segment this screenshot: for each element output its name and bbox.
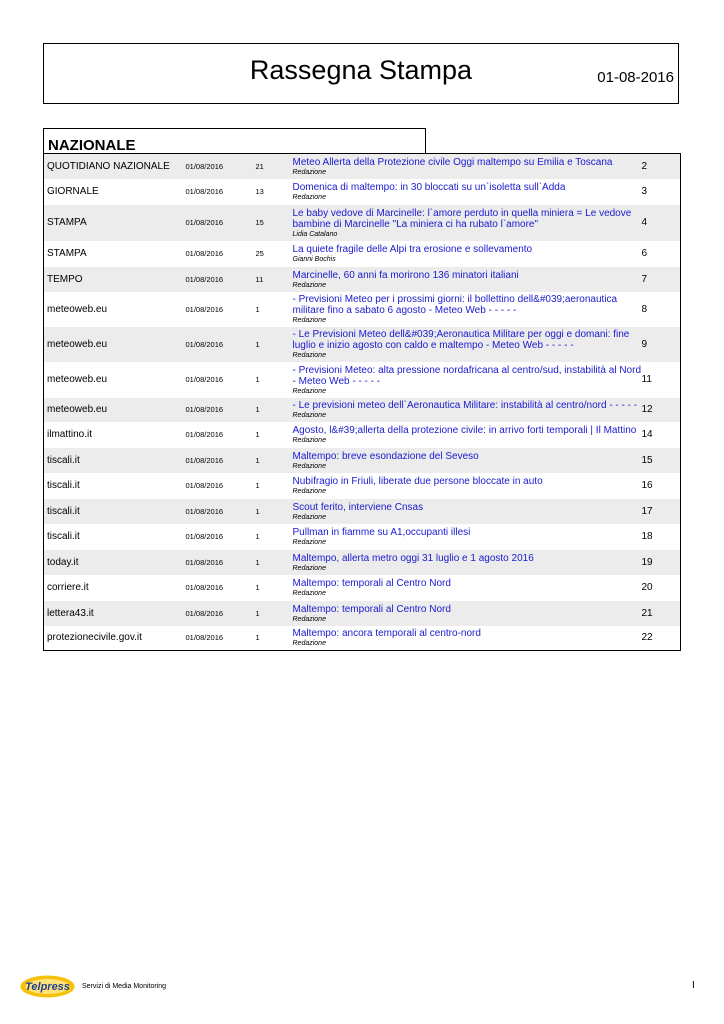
page-cell: 1 xyxy=(255,633,260,643)
article-number-cell: 20 xyxy=(641,582,653,593)
article-author: Redazione xyxy=(292,352,326,359)
article-cell xyxy=(293,327,642,362)
article-title-link[interactable]: Agosto, l&#39;allerta della protezione civile: in arrivo forti temporali | Il Mattino xyxy=(292,425,637,436)
article-number-cell: 6 xyxy=(641,248,648,259)
article-author: Redazione xyxy=(292,281,326,289)
table-row xyxy=(44,179,681,205)
article-number-cell: 19 xyxy=(642,550,681,575)
article-number-cell: 11 xyxy=(641,374,652,385)
article-cell xyxy=(293,205,642,241)
table-row xyxy=(44,499,681,524)
source-cell: corriere.it xyxy=(47,582,89,593)
article-cell xyxy=(293,422,642,448)
article-author: Redazione xyxy=(292,539,326,546)
date-cell: 01/08/2016 xyxy=(186,499,256,524)
article-cell xyxy=(293,179,642,205)
article-author: Redazione xyxy=(292,194,326,201)
source-cell: protezionecivile.gov.it xyxy=(47,632,142,644)
source-cell: meteoweb.eu xyxy=(44,327,186,362)
article-cell xyxy=(293,626,642,651)
table-row xyxy=(44,398,681,422)
table-row xyxy=(44,327,681,362)
table-row xyxy=(44,292,681,327)
article-number-cell: 18 xyxy=(641,531,653,542)
date-cell: 01/08/2016 xyxy=(185,375,224,384)
table-row xyxy=(44,422,681,448)
article-author: Redazione xyxy=(292,437,326,444)
report-date: 01-08-2016 xyxy=(597,69,674,86)
date-cell: 01/08/2016 xyxy=(185,633,224,643)
page-marker: I xyxy=(692,980,695,991)
source-cell: TEMPO xyxy=(44,267,186,292)
date-cell: 01/08/2016 xyxy=(186,267,256,292)
article-author: Redazione xyxy=(292,590,326,597)
source-cell: GIORNALE xyxy=(47,186,99,197)
source-cell: meteoweb.eu xyxy=(47,374,108,385)
article-title-link[interactable]: Pullman in fiamme su A1,occupanti illesi xyxy=(292,527,471,538)
table-row xyxy=(44,473,681,499)
article-number-cell: 9 xyxy=(642,327,681,362)
source-cell: meteoweb.eu xyxy=(44,398,186,422)
article-cell xyxy=(293,448,642,473)
page-cell: 1 xyxy=(256,398,293,422)
article-author: Redazione xyxy=(292,640,326,648)
telpress-logo-text: Telpress xyxy=(25,981,70,993)
source-cell: ilmattino.it xyxy=(47,429,93,440)
article-cell xyxy=(293,499,642,524)
date-cell: 01/08/2016 xyxy=(186,327,256,362)
article-number-cell: 16 xyxy=(641,480,653,491)
article-title-link[interactable]: Le baby vedove di Marcinelle: l`amore perduto in quella miniera = Le vedove bambine di Marcinelle "La miniera ci ha rubato l`amore" xyxy=(292,207,632,230)
page-cell: 15 xyxy=(256,205,293,241)
article-cell xyxy=(293,154,642,179)
article-number-cell: 17 xyxy=(642,499,681,524)
page-cell: 1 xyxy=(256,448,293,473)
article-author: Redazione xyxy=(292,168,326,176)
article-number-cell: 15 xyxy=(642,448,681,473)
page-cell: 1 xyxy=(255,430,260,439)
table-row xyxy=(44,448,681,473)
article-author: Redazione xyxy=(292,387,326,395)
table-row xyxy=(44,601,681,626)
article-number-cell: 8 xyxy=(641,303,648,315)
telpress-logo xyxy=(20,975,75,998)
article-number-cell: 2 xyxy=(642,154,681,179)
page-cell: 1 xyxy=(255,583,260,592)
date-cell: 01/08/2016 xyxy=(186,205,256,241)
article-title-link[interactable]: - Le Previsioni Meteo dell&#039;Aeronautica Militare per oggi e domani: fine luglio e inizio agosto con caldo e maltempo - Meteo Web - - - - - xyxy=(292,329,630,351)
article-author: Redazione xyxy=(292,615,326,623)
table-row xyxy=(44,550,681,575)
article-number-cell: 21 xyxy=(642,601,681,626)
article-cell xyxy=(293,473,642,499)
date-cell: 01/08/2016 xyxy=(186,398,256,422)
article-title-link[interactable]: - Previsioni Meteo per i prossimi giorni: il bollettino dell&#039;aeronautica militare fino a sabato 6 agosto - Meteo Web - - - - - xyxy=(292,294,618,316)
article-number-cell: 7 xyxy=(642,267,681,292)
article-number-cell: 4 xyxy=(642,205,681,241)
article-cell xyxy=(293,601,642,626)
date-cell: 01/08/2016 xyxy=(186,601,256,626)
table-row xyxy=(44,267,681,292)
article-author: Redazione xyxy=(292,564,326,572)
source-cell: STAMPA xyxy=(44,205,186,241)
article-title-link[interactable]: Maltempo: temporali al Centro Nord xyxy=(292,603,451,615)
source-cell: QUOTIDIANO NAZIONALE xyxy=(44,154,186,179)
article-title-link[interactable]: Maltempo: breve esondazione del Seveso xyxy=(292,450,479,462)
article-title-link[interactable]: Domenica di maltempo: in 30 bloccati su un`isoletta sull`Adda xyxy=(292,182,566,193)
article-cell xyxy=(293,575,642,601)
table-row xyxy=(44,626,681,651)
source-cell: tiscali.it xyxy=(47,531,80,542)
table-row xyxy=(44,205,681,241)
page-cell: 1 xyxy=(256,499,293,524)
article-author: Redazione xyxy=(292,462,326,470)
page-cell: 1 xyxy=(255,375,260,384)
source-cell: STAMPA xyxy=(47,248,87,259)
article-title-link[interactable]: Marcinelle, 60 anni fa morirono 136 minatori italiani xyxy=(292,269,519,281)
report-title: Rassegna Stampa xyxy=(249,55,473,85)
page-cell: 1 xyxy=(255,532,260,541)
table-row xyxy=(44,154,681,179)
date-cell: 01/08/2016 xyxy=(185,481,224,490)
article-author: Redazione xyxy=(292,513,326,521)
article-cell xyxy=(293,398,642,422)
article-author: Redazione xyxy=(292,317,326,324)
table-row xyxy=(44,575,681,601)
source-cell: lettera43.it xyxy=(44,601,186,626)
date-cell: 01/08/2016 xyxy=(186,154,256,179)
article-cell xyxy=(293,292,642,327)
article-cell xyxy=(293,524,642,550)
table-row xyxy=(44,524,681,550)
page-cell: 13 xyxy=(255,187,264,196)
report-header xyxy=(43,43,679,104)
article-table xyxy=(43,153,681,651)
page-cell: 21 xyxy=(256,154,293,179)
date-cell: 01/08/2016 xyxy=(185,430,224,439)
page-cell: 1 xyxy=(256,327,293,362)
article-cell xyxy=(293,550,642,575)
date-cell: 01/08/2016 xyxy=(185,249,224,258)
article-title-link[interactable]: Maltempo, allerta metro oggi 31 luglio e 1 agosto 2016 xyxy=(292,552,534,564)
article-cell xyxy=(293,267,642,292)
source-cell: meteoweb.eu xyxy=(47,303,108,315)
page-cell: 1 xyxy=(256,550,293,575)
source-cell: tiscali.it xyxy=(44,448,186,473)
page-cell: 1 xyxy=(255,481,260,490)
table-row xyxy=(44,241,681,267)
article-title-link[interactable]: Meteo Allerta della Protezione civile Oggi maltempo su Emilia e Toscana xyxy=(292,156,613,168)
article-author: Redazione xyxy=(292,488,326,495)
section-label: NAZIONALE xyxy=(48,137,136,154)
date-cell: 01/08/2016 xyxy=(185,583,224,592)
source-cell: tiscali.it xyxy=(47,480,80,491)
source-cell: tiscali.it xyxy=(44,499,186,524)
source-cell: today.it xyxy=(44,550,186,575)
page-cell: 25 xyxy=(255,249,264,258)
page-cell: 1 xyxy=(256,601,293,626)
article-title-link[interactable]: - Previsioni Meteo: alta pressione nordafricana al centro/sud, instabilità al Nord - Meteo Web - - - - - xyxy=(292,364,642,387)
footer-tagline: Servizi di Media Monitoring xyxy=(82,983,167,990)
page-cell: 11 xyxy=(256,267,293,292)
article-author: Gianni Bochis xyxy=(292,256,336,263)
article-cell xyxy=(293,362,642,398)
article-title-link[interactable]: La quiete fragile delle Alpi tra erosione e sollevamento xyxy=(292,244,533,255)
article-author: Redazione xyxy=(292,412,326,419)
date-cell: 01/08/2016 xyxy=(185,304,224,314)
section-header xyxy=(43,128,426,154)
date-cell: 01/08/2016 xyxy=(186,550,256,575)
article-title-link[interactable]: Scout ferito, interviene Cnsas xyxy=(292,501,424,513)
page-cell: 1 xyxy=(255,304,260,314)
date-cell: 01/08/2016 xyxy=(186,448,256,473)
article-number-cell: 12 xyxy=(642,398,681,422)
article-cell xyxy=(293,241,642,267)
date-cell: 01/08/2016 xyxy=(185,532,224,541)
article-number-cell: 14 xyxy=(641,429,653,440)
table-row xyxy=(44,362,681,398)
article-title-link[interactable]: - Le previsioni meteo dell`Aeronautica Militare: instabilità al centro/nord - - - - - xyxy=(292,400,638,411)
article-number-cell: 22 xyxy=(641,632,653,644)
date-cell: 01/08/2016 xyxy=(185,187,224,196)
article-number-cell: 3 xyxy=(641,186,648,197)
article-title-link[interactable]: Nubifragio in Friuli, liberate due persone bloccate in auto xyxy=(292,476,543,487)
article-title-link[interactable]: Maltempo: temporali al Centro Nord xyxy=(292,578,451,589)
article-title-link[interactable]: Maltempo: ancora temporali al centro-nord xyxy=(292,628,481,640)
article-author: Lidia Catalano xyxy=(292,230,338,238)
